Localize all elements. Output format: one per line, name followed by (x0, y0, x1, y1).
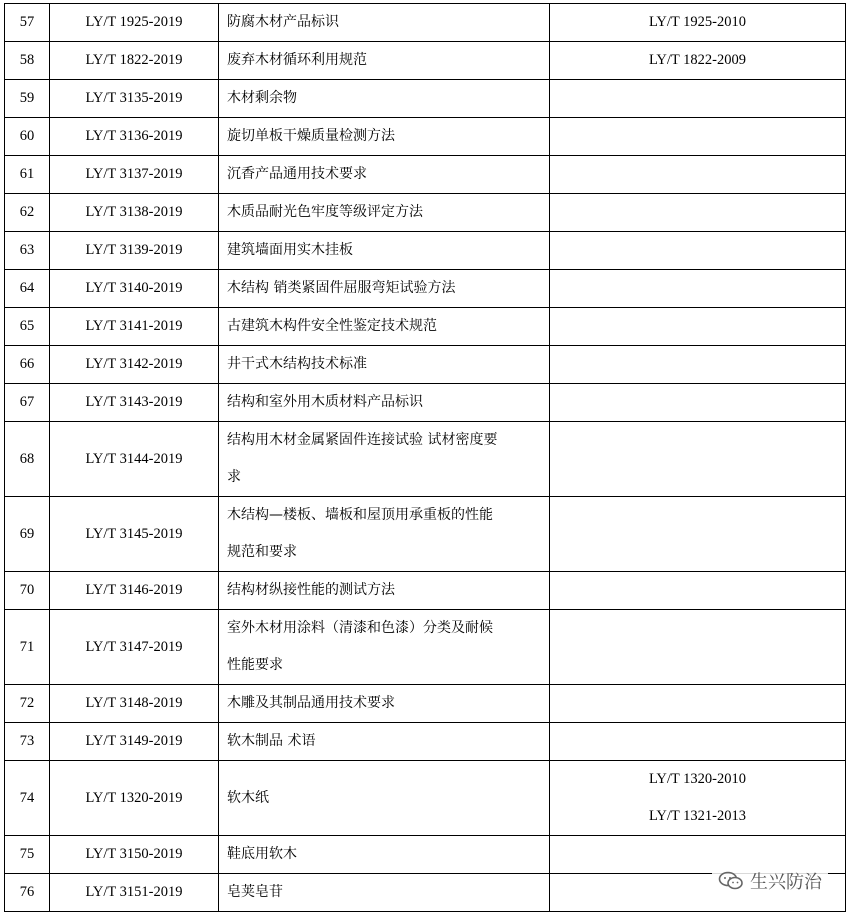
table-row (5, 4, 846, 42)
replaced-standard (550, 497, 846, 572)
table-row (5, 232, 846, 270)
table-row (5, 761, 846, 836)
standard-name-line: 木质品耐光色牢度等级评定方法 (227, 204, 423, 220)
replaced-standard (550, 384, 846, 422)
row-number: 70 (5, 572, 50, 610)
row-number: 68 (5, 422, 50, 497)
standard-name (219, 346, 550, 384)
replaced-standard (550, 346, 846, 384)
standard-name (219, 156, 550, 194)
standard-name (219, 118, 550, 156)
standard-code: LY/T 3150-2019 (50, 836, 219, 874)
standard-name (219, 761, 550, 836)
replaced-standard (550, 610, 846, 685)
table-row (5, 685, 846, 723)
standard-name-line: 室外木材用涂料（清漆和色漆）分类及耐候 (227, 620, 493, 636)
standard-name-line: 木结构—楼板、墙板和屋顶用承重板的性能 (227, 507, 493, 523)
standard-code: LY/T 3146-2019 (50, 572, 219, 610)
row-number: 75 (5, 836, 50, 874)
standard-name-line: 结构用木材金属紧固件连接试验 试材密度要 (227, 432, 498, 448)
replaced-standard (550, 422, 846, 497)
replaced-standard-line: LY/T 1822-2009 (649, 52, 746, 68)
standard-name-line: 规范和要求 (227, 544, 297, 560)
standard-name (219, 232, 550, 270)
standard-code: LY/T 1320-2019 (50, 761, 219, 836)
replaced-standard (550, 4, 846, 42)
replaced-standard (550, 118, 846, 156)
table-row (5, 118, 846, 156)
replaced-standard (550, 572, 846, 610)
standard-code: LY/T 3136-2019 (50, 118, 219, 156)
standard-code: LY/T 3141-2019 (50, 308, 219, 346)
standard-name-line: 木材剩余物 (227, 90, 297, 106)
table-row (5, 346, 846, 384)
replaced-standard (550, 156, 846, 194)
standard-name (219, 194, 550, 232)
row-number: 67 (5, 384, 50, 422)
standards-table (4, 3, 846, 912)
table-row (5, 610, 846, 685)
row-number: 62 (5, 194, 50, 232)
replaced-standard-line: LY/T 1320-2010 (649, 771, 746, 787)
standard-name (219, 80, 550, 118)
standard-name-line: 结构和室外用木质材料产品标识 (227, 394, 423, 410)
standard-name-line: 废弃木材循环利用规范 (227, 52, 367, 68)
standard-name (219, 836, 550, 874)
standard-name-line: 古建筑木构件安全性鉴定技术规范 (227, 318, 437, 334)
row-number: 74 (5, 761, 50, 836)
row-number: 72 (5, 685, 50, 723)
standard-name-line: 沉香产品通用技术要求 (227, 166, 367, 182)
row-number: 61 (5, 156, 50, 194)
row-number: 76 (5, 874, 50, 912)
standard-name-line: 结构材纵接性能的测试方法 (227, 582, 395, 598)
standards-table-container (4, 3, 846, 912)
standard-code: LY/T 3139-2019 (50, 232, 219, 270)
table-row (5, 497, 846, 572)
standard-code: LY/T 3148-2019 (50, 685, 219, 723)
standards-table-body (5, 4, 846, 912)
replaced-standard (550, 270, 846, 308)
standard-code: LY/T 3138-2019 (50, 194, 219, 232)
row-number: 60 (5, 118, 50, 156)
standard-name-line: 皂荚皂苷 (227, 884, 283, 900)
standard-name (219, 723, 550, 761)
standard-name-line: 木雕及其制品通用技术要求 (227, 695, 395, 711)
standard-name-line: 求 (227, 469, 241, 485)
replaced-standard-line: LY/T 1321-2013 (649, 808, 746, 824)
standard-code: LY/T 3140-2019 (50, 270, 219, 308)
standard-name-line: 建筑墙面用实木挂板 (227, 242, 353, 258)
standard-name-line: 木结构 销类紧固件屈服弯矩试验方法 (227, 280, 456, 296)
standard-name-line: 鞋底用软木 (227, 846, 297, 862)
table-row (5, 80, 846, 118)
standard-code: LY/T 1925-2019 (50, 4, 219, 42)
table-row (5, 156, 846, 194)
table-row (5, 572, 846, 610)
standard-name (219, 874, 550, 912)
row-number: 71 (5, 610, 50, 685)
replaced-standard (550, 42, 846, 80)
standard-code: LY/T 3135-2019 (50, 80, 219, 118)
standard-name (219, 610, 550, 685)
standard-code: LY/T 1822-2019 (50, 42, 219, 80)
standard-name-line: 软木制品 术语 (227, 733, 316, 749)
row-number: 69 (5, 497, 50, 572)
standard-name (219, 685, 550, 723)
standard-name (219, 384, 550, 422)
row-number: 59 (5, 80, 50, 118)
replaced-standard (550, 308, 846, 346)
standard-name-line: 井干式木结构技术标准 (227, 356, 367, 372)
row-number: 64 (5, 270, 50, 308)
row-number: 58 (5, 42, 50, 80)
replaced-standard (550, 761, 846, 836)
replaced-standard (550, 232, 846, 270)
standard-code: LY/T 3149-2019 (50, 723, 219, 761)
standard-name-line: 软木纸 (227, 789, 269, 806)
standard-code: LY/T 3151-2019 (50, 874, 219, 912)
table-row (5, 308, 846, 346)
standard-name (219, 572, 550, 610)
row-number: 66 (5, 346, 50, 384)
standard-name-line: 防腐木材产品标识 (227, 14, 339, 30)
table-row (5, 270, 846, 308)
standard-name-line: 旋切单板干燥质量检测方法 (227, 128, 395, 144)
standard-code: LY/T 3137-2019 (50, 156, 219, 194)
row-number: 57 (5, 4, 50, 42)
standard-code: LY/T 3145-2019 (50, 497, 219, 572)
standard-code: LY/T 3142-2019 (50, 346, 219, 384)
standard-code: LY/T 3144-2019 (50, 422, 219, 497)
watermark (712, 866, 828, 896)
standard-code: LY/T 3147-2019 (50, 610, 219, 685)
row-number: 63 (5, 232, 50, 270)
standard-name (219, 42, 550, 80)
table-row (5, 194, 846, 232)
standard-name (219, 4, 550, 42)
replaced-standard (550, 194, 846, 232)
standard-name (219, 308, 550, 346)
standard-name (219, 497, 550, 572)
standard-name (219, 270, 550, 308)
replaced-standard (550, 80, 846, 118)
replaced-standard (550, 685, 846, 723)
wechat-icon (718, 871, 744, 891)
standard-name-line: 性能要求 (227, 657, 283, 673)
row-number: 73 (5, 723, 50, 761)
table-row (5, 422, 846, 497)
table-row (5, 42, 846, 80)
watermark-text: 生兴防治 (750, 872, 822, 893)
standard-code: LY/T 3143-2019 (50, 384, 219, 422)
row-number: 65 (5, 308, 50, 346)
replaced-standard (550, 723, 846, 761)
replaced-standard-line: LY/T 1925-2010 (649, 14, 746, 30)
table-row (5, 384, 846, 422)
standard-name (219, 422, 550, 497)
table-row (5, 723, 846, 761)
